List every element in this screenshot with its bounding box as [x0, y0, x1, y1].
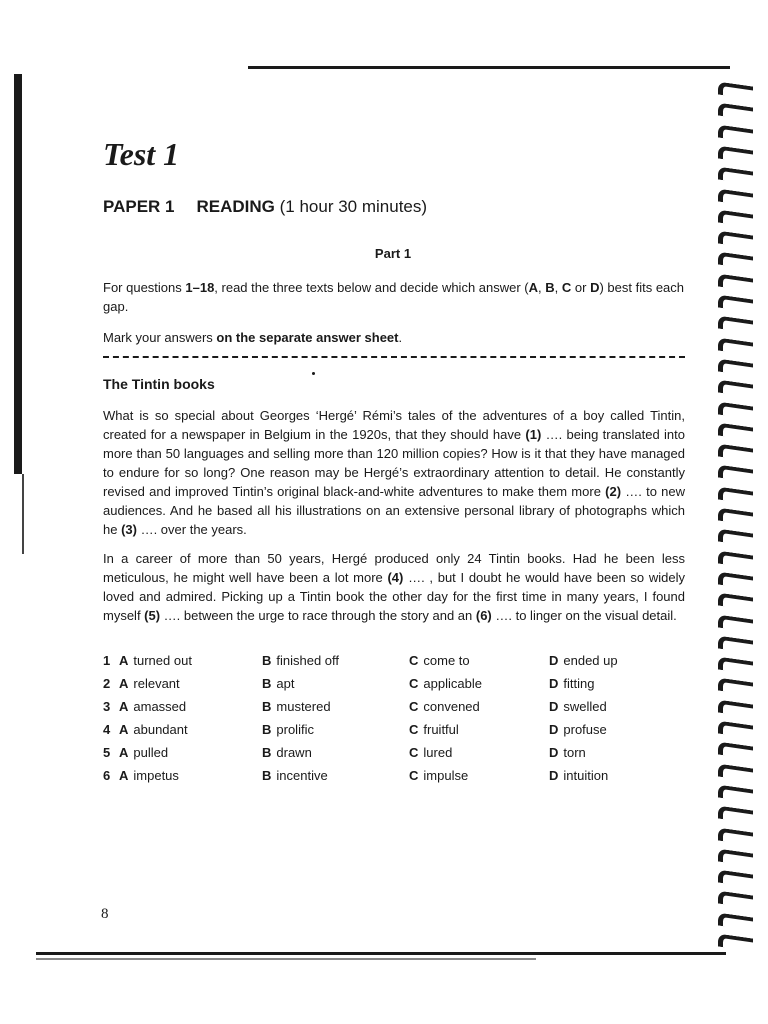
spiral-coil — [718, 614, 753, 632]
spiral-coil — [718, 912, 753, 930]
spiral-coil — [718, 358, 753, 376]
spiral-coil — [718, 657, 753, 675]
binding-edge — [14, 74, 22, 474]
spiral-coil — [718, 337, 753, 355]
paragraph-1: What is so special about Georges ‘Hergé’ Rémi’s tales of the adventures of a boy called Tintin, created for a newspaper in Belgium in the 1920s, that they should have (1) …. being translated into more than 50 languages and selling more than 120 million copies? How is it that they have managed to endure for so long? One reason may be Hergé’s extraordinary attention to detail. He constantly revised and improved Tintin’s original black-and-white adventures to make them more (2) …. to new audiences. And he based all his illustrations on an extensive personal library of photographs which he (3) …. over the years. — [103, 408, 685, 537]
spiral-coil — [718, 784, 753, 802]
spiral-coil — [718, 699, 753, 717]
text-title: The Tintin books — [103, 376, 215, 392]
spiral-coil — [718, 721, 753, 739]
answer-options — [103, 653, 663, 791]
paragraph-2: In a career of more than 50 years, Hergé produced only 24 Tintin books. Had he been less meticulous, he might well have been a lot more (4) …. , but I doubt he would have been so widely loved and admired. Picking up a Tintin book the other day for the first time in many years, I found myself (5) …. between the urge to race through the story and an (6) …. to linger on the visual detail. — [103, 551, 685, 623]
spiral-coil — [718, 209, 753, 227]
gap-3: (3) — [121, 522, 137, 537]
option-row-6: 6 A impetus B incentive C impulse D intuition — [103, 768, 609, 783]
spiral-coil — [718, 508, 753, 526]
spiral-coil — [718, 763, 753, 781]
bottom-rule — [36, 952, 726, 955]
gap-1: (1) — [525, 427, 542, 442]
spiral-coil — [718, 145, 753, 163]
spiral-coil — [718, 529, 753, 547]
option-row-2: 2 A relevant B apt C applicable D fitting — [103, 676, 595, 691]
duration: (1 hour 30 minutes) — [279, 197, 428, 216]
spiral-coil — [718, 82, 753, 100]
spiral-coil — [718, 827, 753, 845]
answer-sheet-note: Mark your answers on the separate answer sheet. — [103, 330, 403, 345]
spiral-coil — [718, 934, 753, 952]
spiral-coil — [718, 103, 753, 121]
bottom-rule-faint — [36, 958, 536, 960]
spiral-coil — [718, 422, 753, 440]
option-row-3: 3 A amassed B mustered C convened D swelled — [103, 699, 607, 714]
section-divider — [103, 356, 685, 358]
spiral-coil — [718, 593, 753, 611]
spiral-coil — [718, 380, 753, 398]
option-row-4: 4 A abundant B prolific C fruitful D profuse — [103, 722, 607, 737]
spiral-coil — [718, 635, 753, 653]
spiral-coil — [718, 550, 753, 568]
gap-4: (4) — [387, 570, 404, 585]
paper-label: PAPER 1 — [103, 197, 175, 216]
binding-edge-line — [22, 474, 24, 554]
top-rule — [248, 66, 730, 69]
page-number: 8 — [101, 906, 109, 922]
gap-2: (2) — [605, 484, 622, 499]
gap-5: (5) — [144, 608, 161, 623]
spiral-coil — [718, 486, 753, 504]
spiral-coil — [718, 188, 753, 206]
spiral-coil — [718, 742, 753, 760]
spiral-coil — [718, 891, 753, 909]
spiral-coil — [718, 465, 753, 483]
section-label: READING — [196, 197, 275, 216]
option-row-5: 5 A pulled B drawn C lured D torn — [103, 745, 586, 760]
gap-6: (6) — [475, 608, 492, 623]
spiral-coil — [718, 444, 753, 462]
spiral-coil — [718, 806, 753, 824]
spiral-coil — [718, 870, 753, 888]
spiral-binding — [714, 70, 758, 950]
spiral-coil — [718, 273, 753, 291]
spiral-coil — [718, 124, 753, 142]
spiral-coil — [718, 848, 753, 866]
spiral-coil — [718, 316, 753, 334]
option-row-1: 1 A turned out B finished off C come to D ended up — [103, 653, 618, 668]
test-title: Test 1 — [103, 136, 180, 172]
spiral-coil — [718, 571, 753, 589]
paper-heading — [103, 197, 427, 217]
instructions: For questions 1–18, read the three texts below and decide which answer (A, B, C or D) best fits each gap. — [103, 280, 685, 314]
part-title: Part 1 — [374, 246, 412, 261]
spiral-coil — [718, 167, 753, 185]
spiral-coil — [718, 401, 753, 419]
stray-dot — [312, 372, 315, 375]
spiral-coil — [718, 678, 753, 696]
spiral-coil — [718, 295, 753, 313]
